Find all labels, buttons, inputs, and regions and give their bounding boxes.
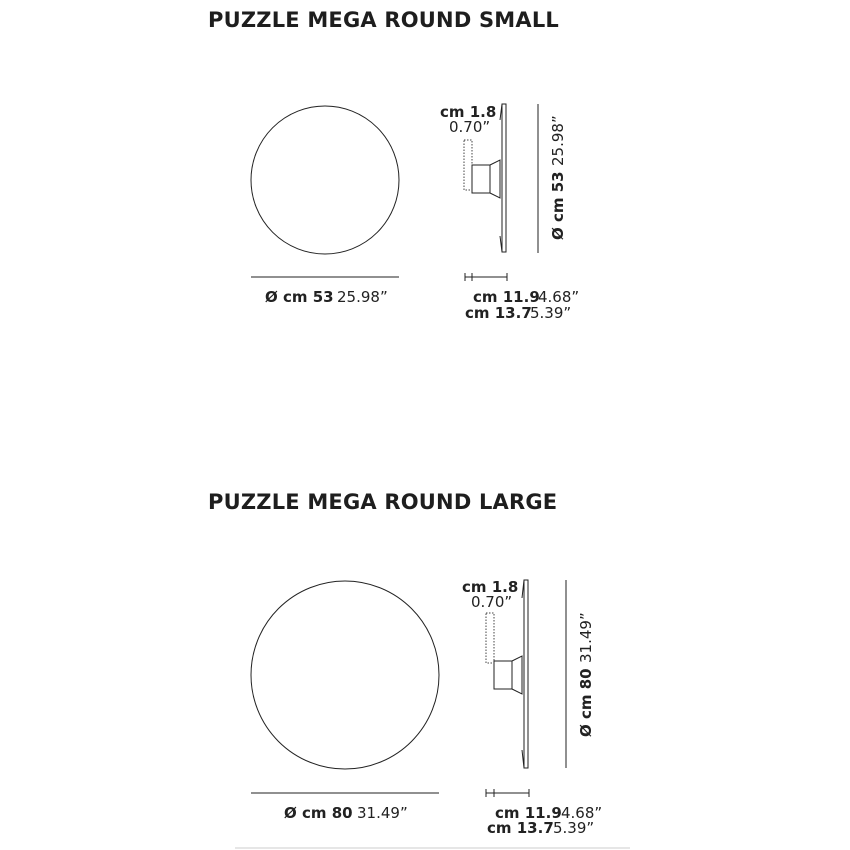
large-thickness-imperial: 0.70”: [471, 593, 513, 611]
large-depth-b-metric: cm 13.7: [487, 819, 554, 837]
large-front-diameter-imperial: 31.49”: [357, 804, 408, 822]
large-side-height-imperial: 31.49”: [577, 612, 595, 663]
section-title-large: PUZZLE MEGA ROUND LARGE: [208, 490, 558, 514]
small-depth-a-metric: cm 11.9: [473, 288, 540, 306]
small-depth-a-imperial: 4.68”: [538, 288, 580, 306]
small-thickness-metric: cm 1.8: [440, 103, 497, 121]
large-depth-a-metric: cm 11.9: [495, 804, 562, 822]
large-front-diameter-metric: Ø cm 80: [284, 804, 353, 822]
small-depth-b-imperial: 5.39”: [530, 304, 572, 322]
small-front-diameter-metric: Ø cm 53: [265, 288, 334, 306]
large-thickness-metric: cm 1.8: [462, 578, 519, 596]
large-side-height-metric: Ø cm 80: [577, 668, 595, 737]
small-thickness-imperial: 0.70”: [449, 118, 491, 136]
large-depth-a-imperial: 4.68”: [561, 804, 603, 822]
section-title-small: PUZZLE MEGA ROUND SMALL: [208, 8, 560, 32]
small-front-diameter-imperial: 25.98”: [337, 288, 388, 306]
large-depth-b-imperial: 5.39”: [553, 819, 595, 837]
small-side-height-imperial: 25.98”: [549, 115, 567, 166]
large-side-view: [486, 580, 566, 797]
large-front-circle: [251, 581, 439, 769]
small-depth-b-metric: cm 13.7: [465, 304, 532, 322]
large-drawing: [251, 578, 602, 837]
small-front-circle: [251, 106, 399, 254]
small-side-height-metric: Ø cm 53: [549, 171, 567, 240]
small-drawing: [251, 103, 579, 322]
